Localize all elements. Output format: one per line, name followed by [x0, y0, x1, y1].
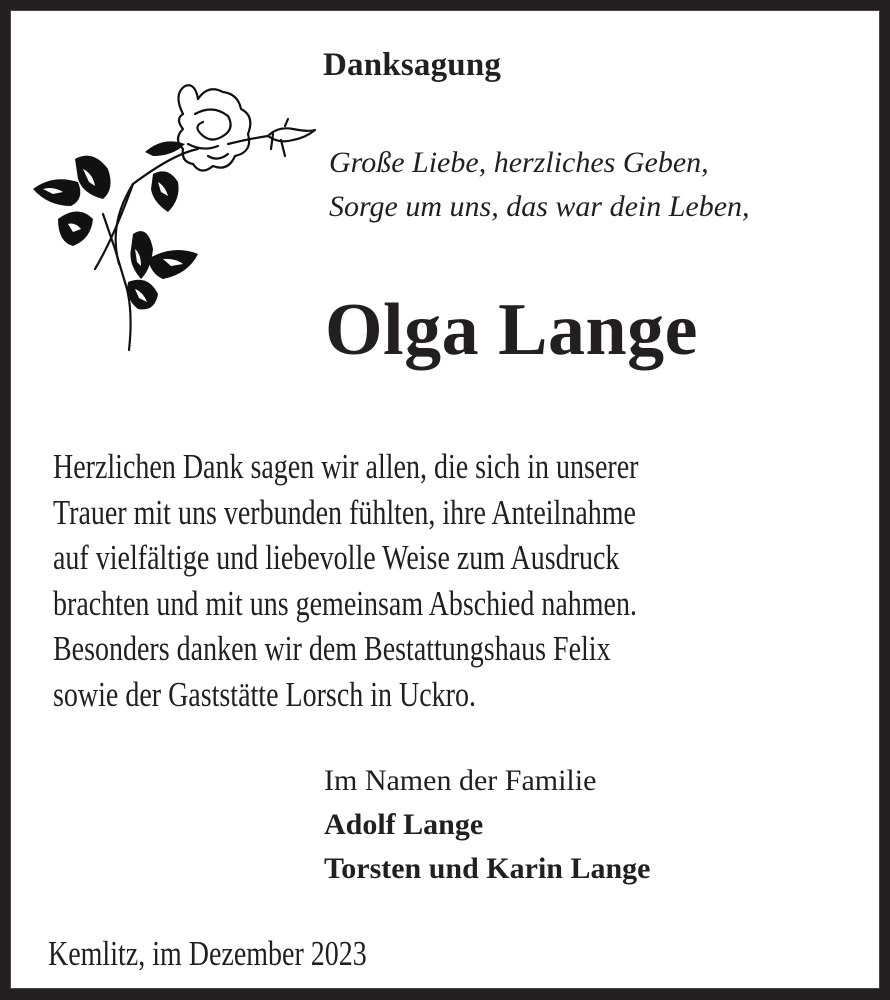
rose-icon — [23, 74, 323, 359]
message-line: Besonders danken wir dem Bestattungshaus Felix — [53, 629, 611, 668]
thank-you-message — [53, 444, 638, 717]
signature-name: Adolf Lange — [324, 808, 484, 841]
notice-heading: Danksagung — [323, 47, 502, 83]
signature-name: Torsten und Karin Lange — [324, 852, 651, 885]
obituary-notice — [10, 10, 880, 989]
message-line: brachten und mit uns gemeinsam Abschied nahmen. — [53, 583, 637, 623]
deceased-name: Olga Lange — [325, 289, 698, 371]
message-line: sowie der Gaststätte Lorsch in Uckro. — [53, 674, 476, 714]
family-signature — [324, 759, 650, 891]
message-line: Trauer mit uns verbunden fühlten, ihre Anteilnahme — [53, 492, 636, 532]
message-line: Herzlichen Dank sagen wir allen, die sich in unserer — [53, 447, 639, 486]
verse-line: Große Liebe, herzliches Geben, — [329, 146, 709, 179]
memorial-verse — [329, 141, 750, 229]
place-and-date: Kemlitz, im Dezember 2023 — [48, 934, 367, 973]
message-line: auf vielfältige und liebevolle Weise zum Ausdruck — [53, 538, 620, 577]
signature-intro: Im Namen der Familie — [324, 764, 597, 797]
verse-line: Sorge um uns, das war dein Leben, — [329, 190, 750, 223]
